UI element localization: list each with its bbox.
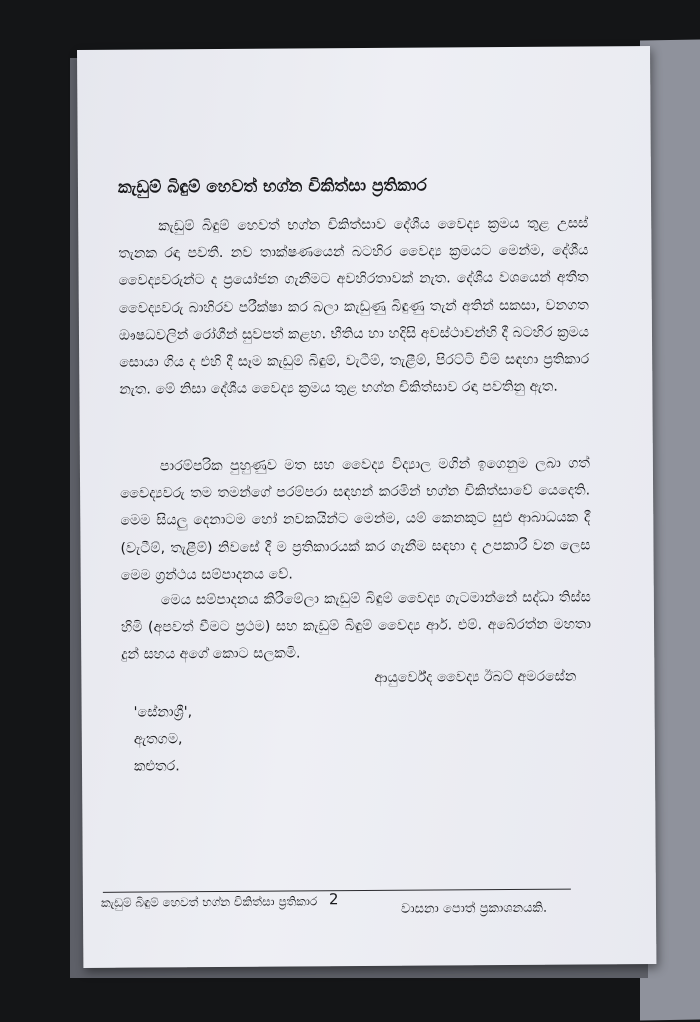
paragraph-3: මෙය සම්පාදනය කිරීමේලා කැඩුම් බිඳුම් වෛද්‍ය ගැටමාන්නේ සද්ධා තිස්ස හිමි (අපවත් වීමට ප්‍රථම) සහ කැඩුම් බිඳුම් වෛද්‍ය ආර්. එම්. අබේරත්න මහතා දුන් සහය අගේ කොට සලකමි. <box>120 589 592 664</box>
book-page <box>77 46 656 968</box>
footer-publisher: වාසනා පොත් ප්‍රකාශනයකි. <box>400 900 548 917</box>
address-line-2: ඇතගම, <box>133 731 183 748</box>
chapter-heading: කැඩුම් බිඳුම් හෙවත් භග්න චිකිත්සා ප්‍රතිකාර <box>117 175 427 198</box>
address-line-1: 'සේනාශ්‍රී', <box>133 704 193 721</box>
author-signature: ආයුර්වේද වෛද්‍ය ඊබට් අමරසේන <box>374 668 577 686</box>
page-number: 2 <box>328 890 339 909</box>
address-line-3: කළුතර. <box>133 758 180 775</box>
paragraph-2: පාරම්පරික පුහුණුව මත සහ වෛද්‍ය විද්‍යාල මගින් ඉගෙනුම ලබා ගත් වෛද්‍යවරු තම තමන්ගේ පරම්පරා සඳහන් කරමින් භග්න චිකිත්සාවේ යෙදෙති. මෙම සියලු දෙනාටම හෝ නවකයින්ට මෙන්ම, යම් කෙනකුට සුළු ආබාධයක දී (වැටීම්, තැළීම්) නිවසේ දී ම ප්‍රතිකාරයක් කර ගැනීම සඳහා ද උපකාරී වන ලෙස මෙම ග්‍රන්ථය සම්පාදනය වේ. <box>120 455 591 584</box>
paragraph-1: කැඩුම් බිඳුම් හෙවත් භග්න චිකිත්සාව දේශීය වෛද්‍ය ක්‍රමය තුළ උසස් තැනක රඳා පවතී. නව තාක්ෂණයෙන් බටහිර වෛද්‍ය ක්‍රමයට මෙන්ම, දේශීය වෛද්‍යවරුන්ට ද ප්‍රයෝජන ගැනීමට අවහිරතාවක් නැත. දේශීය වශයෙන් අතීත වෛද්‍යවරු බාහිරව පරීක්ෂා කර බලා කැඩුණු බිඳුණු තැන් අතින් සකසා, වනගත ඖෂධවලින් රෝගීන් සුවපත් කළහ. භීතිය හා හදිසි අවස්ථාවන්හි දී බටහිර ක්‍රමය සොයා ගිය ද එහි දී සෑම කැඩුම් බිඳුම්, වැටීම්, තැළීම්, පිරට්ටි වීම් සඳහා ප්‍රතිකාර නැත. මේ නිසා දේශීය වෛද්‍ය ක්‍රමය තුළ භග්න චිකිත්සාව රඳා පවතිනු ඇත. <box>118 215 590 398</box>
author-address <box>134 699 193 780</box>
footer-book-title: කැඩුම් බිඳුම් හෙවත් භග්න චිකිත්සා ප්‍රතිකාර <box>100 894 318 910</box>
